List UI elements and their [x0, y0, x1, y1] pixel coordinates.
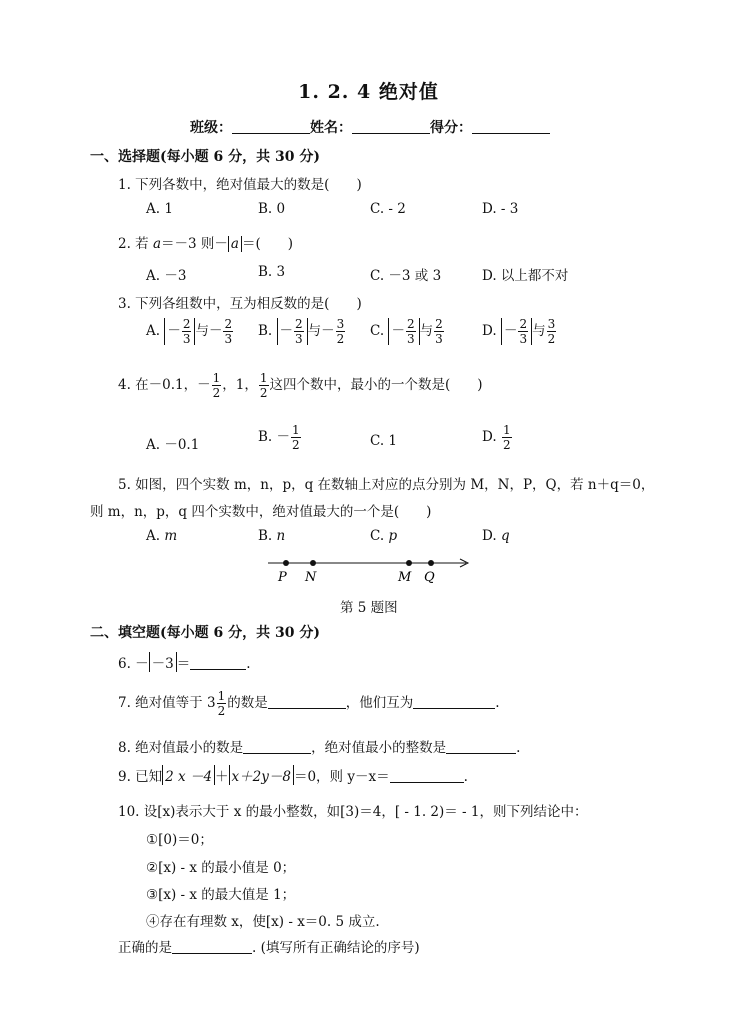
q8-answer-blank-2[interactable]: [446, 739, 516, 754]
point-q: [428, 560, 434, 566]
q5-option-d[interactable]: D. q: [482, 528, 510, 544]
label-n: N: [305, 570, 317, 585]
q4-option-c[interactable]: C. 1: [370, 433, 398, 449]
q3-option-b[interactable]: B. － $\frac{2}{3}$ 与－ $\frac{3}{2}$: [258, 317, 345, 346]
section1-heading: 一、选择题(每小题 6 分，共 30 分): [90, 149, 320, 165]
q10-statement-4: ④存在有理数 x，使[x) - x＝0. 5 成立.: [146, 914, 380, 930]
q2-option-d[interactable]: D. 以上都不对: [482, 268, 569, 284]
page-title: 1. 2. 4 绝对值: [298, 81, 439, 103]
q10-statement-1: ①[0)＝0；: [146, 832, 213, 848]
q3-option-a[interactable]: A. － $\frac{2}{3}$ 与－ $\frac{2}{3}$: [146, 317, 233, 346]
q5-stem-line2: 则 m，n，p，q 四个实数中，绝对值最大的一个是( ): [90, 504, 432, 520]
score-label: 得分：: [430, 120, 472, 136]
q10-statement-3: ③[x) - x 的最大值是 1；: [146, 887, 296, 903]
q2-option-c[interactable]: C. －3 或 3: [370, 268, 442, 284]
q10-stem: 10. 设[x)表示大于 x 的最小整数，如[3)＝4，[ - 1. 2)＝ - 1，则下列结论中：: [118, 804, 588, 820]
point-n: [310, 560, 316, 566]
q1-option-b[interactable]: B. 0: [258, 201, 286, 217]
label-m: M: [398, 570, 412, 585]
q2-stem: 2. 若 a＝－3 则－ a ＝( ): [118, 236, 294, 252]
q4-option-d[interactable]: D. $\frac{1}{2}$: [482, 423, 511, 452]
q5-stem-line1: 5. 如图，四个实数 m，n，p，q 在数轴上对应的点分别为 M，N，P，Q，若 n＋q＝0，: [118, 477, 655, 493]
q2-option-a[interactable]: A. －3: [146, 268, 187, 284]
q1-stem: 1. 下列各数中，绝对值最大的数是( ): [118, 177, 362, 193]
q6-answer-blank[interactable]: [190, 655, 246, 670]
q3-option-c[interactable]: C. － $\frac{2}{3}$ 与 $\frac{2}{3}$: [370, 317, 443, 346]
q1-option-d[interactable]: D. - 3: [482, 201, 519, 217]
label-q: Q: [424, 570, 435, 585]
q10-answer-blank[interactable]: [172, 939, 252, 954]
q8-stem: 8. 绝对值最小的数是 ，绝对值最小的整数是 .: [118, 740, 521, 756]
q1-option-c[interactable]: C. - 2: [370, 201, 406, 217]
q5-option-a[interactable]: A. m: [146, 528, 178, 544]
class-label: 班级：: [190, 120, 232, 136]
q8-answer-blank-1[interactable]: [243, 739, 311, 754]
q9-answer-blank[interactable]: [390, 768, 464, 783]
q9-stem: 9. 已知 2 x －4 ＋ x＋2y－8 ＝0，则 y－x＝ .: [118, 765, 468, 785]
q5-option-c[interactable]: C. p: [370, 528, 398, 544]
q10-statement-2: ②[x) - x 的最小值是 0；: [146, 860, 296, 876]
q4-option-a[interactable]: A. －0.1: [146, 437, 200, 453]
q6-stem: 6. － －3 ＝ .: [118, 652, 251, 672]
point-p: [283, 560, 289, 566]
q3-stem: 3. 下列各组数中，互为相反数的是( ): [118, 296, 362, 312]
label-p: P: [278, 570, 287, 585]
name-label: 姓名：: [310, 120, 352, 136]
q7-answer-blank-1[interactable]: [268, 694, 346, 709]
point-m: [406, 560, 412, 566]
q5-option-b[interactable]: B. n: [258, 528, 286, 544]
q4-option-b[interactable]: B. － $\frac{1}{2}$: [258, 423, 300, 452]
q1-option-a[interactable]: A. 1: [146, 201, 173, 217]
q4-stem: 4. 在－0.1，－ $\frac{1}{2}$ ，1， $\frac{1}{2}$ 这四个数中，最小的一个数是( ): [118, 371, 483, 400]
q5-figure-caption: 第 5 题图: [340, 600, 398, 616]
q10-answer-line: 正确的是 . (填写所有正确结论的序号): [118, 940, 420, 956]
q2-option-b[interactable]: B. 3: [258, 264, 286, 280]
q3-option-d[interactable]: D. － $\frac{2}{3}$ 与 $\frac{3}{2}$: [482, 317, 556, 346]
q7-stem: 7. 绝对值等于 3 $\frac{1}{2}$ 的数是 ，他们互为 .: [118, 689, 500, 718]
q7-answer-blank-2[interactable]: [413, 694, 495, 709]
section2-heading: 二、填空题(每小题 6 分，共 30 分): [90, 625, 320, 641]
